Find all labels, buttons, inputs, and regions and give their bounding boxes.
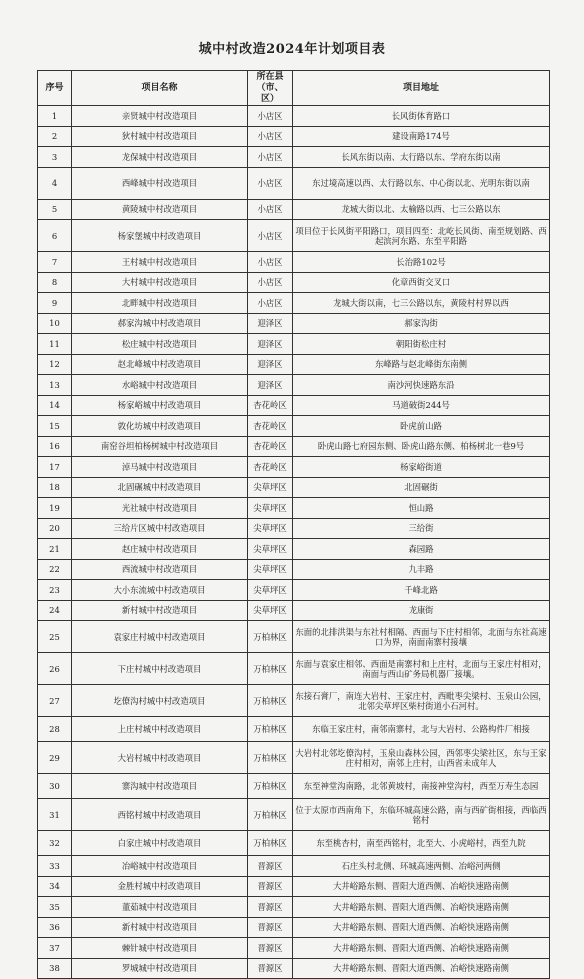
cell-name: 大村城中村改造项目 <box>72 272 248 293</box>
table-row <box>38 334 550 355</box>
cell-address: 东面与袁家庄相邻、西面是南寨村和上庄村，北面与王家庄村相对，南面与西山矿务局机器厂接壤。 <box>293 653 550 685</box>
cell-name: 西峰城中村改造项目 <box>72 167 248 199</box>
cell-district: 晋源区 <box>248 917 293 938</box>
table-row <box>38 685 550 717</box>
cell-name: 黄陵城中村改造项目 <box>72 199 248 220</box>
cell-name: 棘针城中村改造项目 <box>72 938 248 959</box>
table-row <box>38 354 550 375</box>
cell-name: 新村城中村改造项目 <box>72 917 248 938</box>
cell-no: 6 <box>38 220 72 252</box>
cell-district: 万柏林区 <box>248 799 293 831</box>
cell-district: 万柏林区 <box>248 653 293 685</box>
cell-district: 万柏林区 <box>248 742 293 774</box>
cell-name: 西铭村城中村改造项目 <box>72 799 248 831</box>
cell-district: 尖草坪区 <box>248 477 293 498</box>
cell-name: 三给片区城中村改造项目 <box>72 518 248 539</box>
cell-no: 36 <box>38 917 72 938</box>
cell-name: 大岩村城中村改造项目 <box>72 742 248 774</box>
cell-district: 杏花岭区 <box>248 395 293 416</box>
cell-no: 7 <box>38 252 72 273</box>
cell-name: 亲贤城中村改造项目 <box>72 106 248 127</box>
cell-district: 迎泽区 <box>248 354 293 375</box>
table-row <box>38 799 550 831</box>
cell-name: 白家庄城中村改造项目 <box>72 831 248 856</box>
table-row <box>38 457 550 478</box>
table-row <box>38 293 550 314</box>
cell-address: 长治路102号 <box>293 252 550 273</box>
cell-no: 16 <box>38 436 72 457</box>
cell-no: 37 <box>38 938 72 959</box>
cell-district: 小店区 <box>248 293 293 314</box>
cell-name: 北固碾城中村改造项目 <box>72 477 248 498</box>
cell-name: 上庄村城中村改造项目 <box>72 717 248 742</box>
cell-name: 松庄城中村改造项目 <box>72 334 248 355</box>
cell-name: 董茹城中村改造项目 <box>72 897 248 918</box>
cell-address: 南沙河快速路东沿 <box>293 375 550 396</box>
cell-address: 森园路 <box>293 539 550 560</box>
table-row <box>38 518 550 539</box>
cell-name: 新村城中村改造项目 <box>72 600 248 621</box>
cell-no: 17 <box>38 457 72 478</box>
cell-district: 杏花岭区 <box>248 436 293 457</box>
table-row <box>38 272 550 293</box>
cell-name: 寨沟城中村改造项目 <box>72 774 248 799</box>
cell-name: 南窑谷坦柏杨树城中村改造项目 <box>72 436 248 457</box>
cell-no: 1 <box>38 106 72 127</box>
cell-no: 5 <box>38 199 72 220</box>
cell-address: 东面的北排洪渠与东社村相隔、西面与下庄村相邻，北面与东社高速口为界，南面南寨村接壤 <box>293 621 550 653</box>
cell-address: 九丰路 <box>293 559 550 580</box>
cell-name: 金胜村城中村改造项目 <box>72 876 248 897</box>
cell-no: 2 <box>38 126 72 147</box>
cell-address: 龙城大街以南，七三公路以东，黄陵村村界以西 <box>293 293 550 314</box>
table-row <box>38 106 550 127</box>
cell-no: 21 <box>38 539 72 560</box>
cell-district: 小店区 <box>248 220 293 252</box>
cell-district: 杏花岭区 <box>248 416 293 437</box>
header-name: 项目名称 <box>72 71 248 106</box>
table-row <box>38 938 550 959</box>
cell-district: 迎泽区 <box>248 334 293 355</box>
table-row <box>38 147 550 168</box>
cell-address: 长风街体育路口 <box>293 106 550 127</box>
table-row <box>38 653 550 685</box>
cell-name: 淖马城中村改造项目 <box>72 457 248 478</box>
cell-address: 长风东街以南、太行路以东、学府东街以南 <box>293 147 550 168</box>
cell-name: 光社城中村改造项目 <box>72 498 248 519</box>
cell-address: 龙康街 <box>293 600 550 621</box>
table-row <box>38 917 550 938</box>
cell-district: 尖草坪区 <box>248 580 293 601</box>
cell-district: 晋源区 <box>248 938 293 959</box>
cell-address: 大井峪路东侧、晋阳大道西侧、冶峪快速路南侧 <box>293 876 550 897</box>
cell-name: 罗城城中村改造项目 <box>72 958 248 979</box>
cell-no: 18 <box>38 477 72 498</box>
cell-name: 杨家堡城中村改造项目 <box>72 220 248 252</box>
cell-district: 小店区 <box>248 106 293 127</box>
cell-address: 大井峪路东侧、晋阳大道西侧、冶峪快速路南侧 <box>293 917 550 938</box>
cell-address: 位于太原市西南角下，东临环城高速公路，南与西矿街相接，西临西铭村 <box>293 799 550 831</box>
cell-name: 郝家沟城中村改造项目 <box>72 313 248 334</box>
table-row <box>38 375 550 396</box>
cell-address: 石庄头村北侧、环城高速两侧、冶峪河两侧 <box>293 856 550 877</box>
cell-address: 朝阳街松庄村 <box>293 334 550 355</box>
table-row <box>38 220 550 252</box>
cell-name: 下庄村城中村改造项目 <box>72 653 248 685</box>
cell-no: 4 <box>38 167 72 199</box>
cell-address: 北固碾街 <box>293 477 550 498</box>
cell-address: 建设南路174号 <box>293 126 550 147</box>
cell-no: 29 <box>38 742 72 774</box>
table-row <box>38 252 550 273</box>
header-address: 项目地址 <box>293 71 550 106</box>
table-row <box>38 774 550 799</box>
cell-district: 万柏林区 <box>248 621 293 653</box>
table-row <box>38 416 550 437</box>
cell-district: 小店区 <box>248 199 293 220</box>
cell-name: 水峪城中村改造项目 <box>72 375 248 396</box>
header-row <box>38 71 550 106</box>
cell-address: 大井峪路东侧、晋阳大道西侧、冶峪快速路南侧 <box>293 938 550 959</box>
project-table <box>37 70 550 979</box>
cell-address: 东临王家庄村，南邻南寨村，北与大岩村、公路构件厂相接 <box>293 717 550 742</box>
cell-address: 大井峪路东侧、晋阳大道西侧、冶峪快速路南侧 <box>293 958 550 979</box>
cell-address: 马道破街244号 <box>293 395 550 416</box>
table-row <box>38 126 550 147</box>
table-header <box>38 71 550 106</box>
cell-no: 8 <box>38 272 72 293</box>
table-row <box>38 717 550 742</box>
cell-district: 晋源区 <box>248 958 293 979</box>
header-no: 序号 <box>38 71 72 106</box>
cell-no: 32 <box>38 831 72 856</box>
cell-district: 小店区 <box>248 147 293 168</box>
cell-address: 卧虎山路七府园东侧、卧虎山路东侧、柏杨树北一巷9号 <box>293 436 550 457</box>
cell-name: 龙保城中村改造项目 <box>72 147 248 168</box>
cell-name: 赵庄城中村改造项目 <box>72 539 248 560</box>
table-row <box>38 580 550 601</box>
cell-address: 东过境高速以西、太行路以东、中心街以北、光明东街以南 <box>293 167 550 199</box>
table-body <box>38 106 550 979</box>
cell-name: 北畔城中村改造项目 <box>72 293 248 314</box>
cell-district: 小店区 <box>248 167 293 199</box>
table-row <box>38 498 550 519</box>
table-row <box>38 856 550 877</box>
table-row <box>38 167 550 199</box>
cell-no: 25 <box>38 621 72 653</box>
cell-no: 10 <box>38 313 72 334</box>
table-row <box>38 436 550 457</box>
cell-name: 敦化坊城中村改造项目 <box>72 416 248 437</box>
table-row <box>38 477 550 498</box>
cell-no: 11 <box>38 334 72 355</box>
table-row <box>38 559 550 580</box>
table-row <box>38 313 550 334</box>
cell-district: 晋源区 <box>248 876 293 897</box>
cell-no: 38 <box>38 958 72 979</box>
cell-address: 大岩村北邻圪僚沟村，玉泉山森林公园，西邻枣尖梁社区，东与王家庄村相对，南邻上庄村，山西省未成年人 <box>293 742 550 774</box>
table-row <box>38 742 550 774</box>
table-row <box>38 831 550 856</box>
cell-address: 东至桃杏村，南至西铭村，北至大、小虎峪村，西至九院 <box>293 831 550 856</box>
cell-district: 晋源区 <box>248 856 293 877</box>
cell-address: 东接石膏厂，南连大岩村、王家庄村，西毗枣尖梁村、玉泉山公园，北邻尖草坪区柴村街道小石河村。 <box>293 685 550 717</box>
cell-no: 31 <box>38 799 72 831</box>
table-row <box>38 897 550 918</box>
cell-district: 小店区 <box>248 252 293 273</box>
cell-no: 9 <box>38 293 72 314</box>
cell-district: 万柏林区 <box>248 774 293 799</box>
cell-address: 龙城大街以北、太榆路以西、七三公路以东 <box>293 199 550 220</box>
cell-name: 大小东流城中村改造项目 <box>72 580 248 601</box>
cell-district: 万柏林区 <box>248 685 293 717</box>
cell-district: 迎泽区 <box>248 313 293 334</box>
table-row <box>38 621 550 653</box>
cell-district: 尖草坪区 <box>248 600 293 621</box>
cell-name: 冶峪城中村改造项目 <box>72 856 248 877</box>
cell-no: 20 <box>38 518 72 539</box>
cell-district: 尖草坪区 <box>248 559 293 580</box>
cell-district: 迎泽区 <box>248 375 293 396</box>
table-row <box>38 395 550 416</box>
cell-no: 15 <box>38 416 72 437</box>
cell-no: 35 <box>38 897 72 918</box>
cell-no: 24 <box>38 600 72 621</box>
cell-district: 万柏林区 <box>248 717 293 742</box>
cell-no: 12 <box>38 354 72 375</box>
cell-address: 化章西街交叉口 <box>293 272 550 293</box>
cell-district: 晋源区 <box>248 897 293 918</box>
cell-no: 30 <box>38 774 72 799</box>
table-row <box>38 199 550 220</box>
cell-district: 小店区 <box>248 272 293 293</box>
cell-no: 3 <box>38 147 72 168</box>
cell-no: 28 <box>38 717 72 742</box>
cell-name: 王村城中村改造项目 <box>72 252 248 273</box>
cell-address: 恒山路 <box>293 498 550 519</box>
cell-address: 项目位于长风街平阳路口，项目四至：北屹长风街、南至规划路、西起滨河东路、东至平阳路 <box>293 220 550 252</box>
table-row <box>38 539 550 560</box>
table-row <box>38 876 550 897</box>
cell-no: 23 <box>38 580 72 601</box>
cell-no: 19 <box>38 498 72 519</box>
cell-address: 东峰路与赵北峰街东南侧 <box>293 354 550 375</box>
cell-no: 27 <box>38 685 72 717</box>
cell-no: 13 <box>38 375 72 396</box>
header-district: 所在县（市、区） <box>248 71 293 106</box>
cell-district: 尖草坪区 <box>248 518 293 539</box>
cell-no: 26 <box>38 653 72 685</box>
cell-address: 三给街 <box>293 518 550 539</box>
cell-address: 东至神堂沟南路，北邻黄坡村，南接神堂沟村，西至万寿生态园 <box>293 774 550 799</box>
page-title: 城中村改造2024年计划项目表 <box>198 42 386 57</box>
cell-district: 杏花岭区 <box>248 457 293 478</box>
cell-address: 杨家峪街道 <box>293 457 550 478</box>
cell-name: 赵北峰城中村改造项目 <box>72 354 248 375</box>
table-row <box>38 600 550 621</box>
cell-district: 小店区 <box>248 126 293 147</box>
cell-no: 22 <box>38 559 72 580</box>
cell-no: 33 <box>38 856 72 877</box>
cell-district: 万柏林区 <box>248 831 293 856</box>
cell-name: 狄村城中村改造项目 <box>72 126 248 147</box>
cell-no: 34 <box>38 876 72 897</box>
cell-name: 袁家庄村城中村改造项目 <box>72 621 248 653</box>
cell-no: 14 <box>38 395 72 416</box>
cell-name: 杨家峪城中村改造项目 <box>72 395 248 416</box>
cell-district: 尖草坪区 <box>248 539 293 560</box>
cell-name: 圪僚沟村城中村改造项目 <box>72 685 248 717</box>
table-row <box>38 958 550 979</box>
cell-address: 卧虎前山路 <box>293 416 550 437</box>
cell-address: 郝家沟街 <box>293 313 550 334</box>
cell-address: 千峰北路 <box>293 580 550 601</box>
cell-name: 西流城中村改造项目 <box>72 559 248 580</box>
cell-address: 大井峪路东侧、晋阳大道西侧、冶峪快速路南侧 <box>293 897 550 918</box>
cell-district: 尖草坪区 <box>248 498 293 519</box>
